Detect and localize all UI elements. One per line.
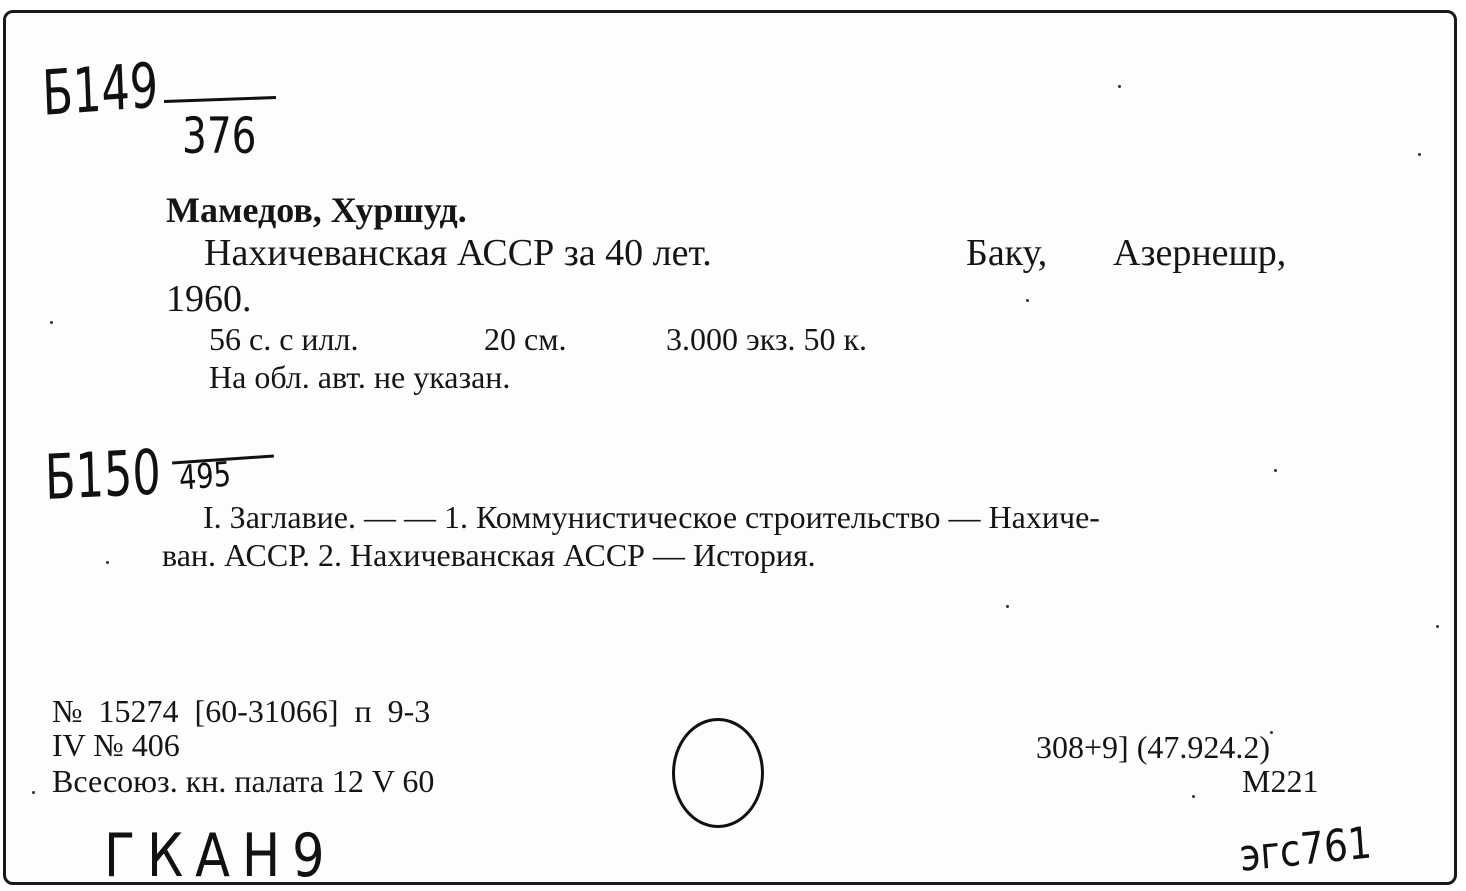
call-number-top: Б149	[41, 48, 160, 130]
speck	[1270, 731, 1273, 734]
speck	[32, 791, 35, 794]
speck	[1418, 153, 1421, 156]
speck	[50, 321, 53, 324]
edition-price: 3.000 экз. 50 к.	[666, 321, 868, 357]
pages: 56 с. с илл.	[209, 321, 359, 357]
speck	[1436, 625, 1439, 628]
catalog-card	[3, 10, 1457, 891]
classification-line-2: М221	[1242, 763, 1319, 799]
call-number-second: Б150	[44, 435, 162, 514]
record-info-line-1: № 15274 [60-31066] п 9-3	[52, 693, 431, 729]
author-heading: Мамедов, Хуршуд.	[166, 190, 467, 230]
speck	[106, 561, 109, 564]
size: 20 см.	[484, 321, 567, 357]
publisher: Азернешр,	[1113, 232, 1287, 274]
record-info-line-2: IV № 406	[52, 727, 180, 763]
tracings-line-1: I. Заглавие. — — 1. Коммунистическое строительство — Нахиче-	[203, 499, 1100, 535]
handwritten-code-left: ГКАН9	[104, 821, 337, 891]
speck	[1118, 85, 1121, 88]
card-hole	[672, 718, 764, 828]
call-number-second-right: 495	[178, 454, 233, 499]
call-number-fraction-line	[164, 96, 276, 103]
speck	[1192, 795, 1195, 798]
title-line: Нахичеванская АССР за 40 лет.	[204, 232, 712, 274]
record-info-line-3: Всесоюз. кн. палата 12 V 60	[52, 763, 435, 799]
call-number-bottom: 376	[182, 107, 257, 165]
tracings-line-2: ван. АССР. 2. Нахичеванская АССР — История.	[162, 537, 816, 573]
speck	[1006, 605, 1009, 608]
speck	[1274, 469, 1277, 472]
handwritten-code-right: эгс761	[1238, 817, 1374, 882]
note: На обл. авт. не указан.	[209, 359, 511, 395]
publisher-place: Баку,	[966, 232, 1048, 274]
speck	[1026, 299, 1029, 302]
publication-year: 1960.	[166, 278, 252, 320]
classification-line-1: 308+9] (47.924.2)	[1036, 729, 1271, 765]
